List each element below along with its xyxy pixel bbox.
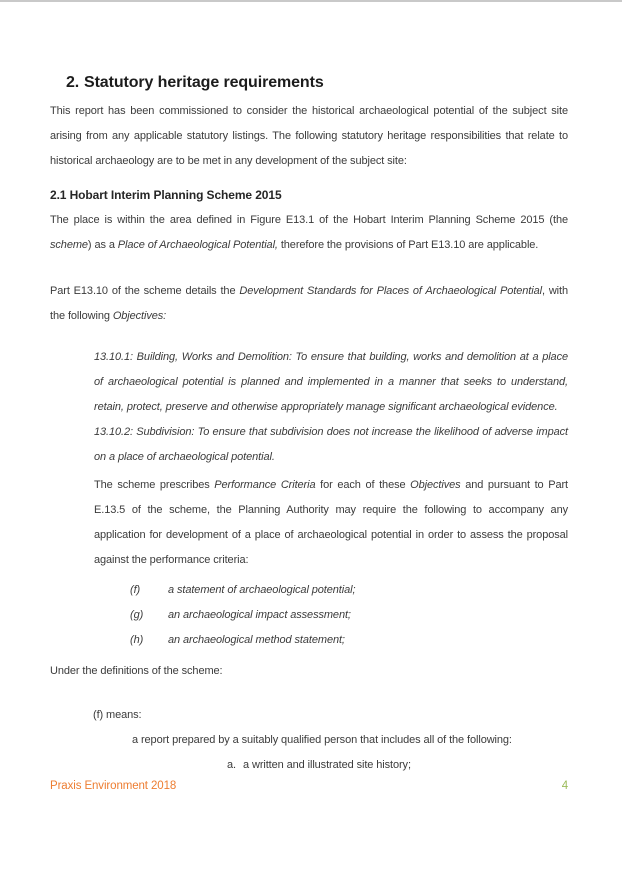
definitions-intro: Under the definitions of the scheme: (50, 665, 223, 677)
definition-f-body: a report prepared by a suitably qualified person that includes all of the following: (132, 734, 512, 746)
paragraph-scheme-definition: The place is within the area defined in Figure E13.1 of the Hobart Interim Planning Scheme 2015 (the scheme) as a Place of Archaeological Potential, therefore the provisions of Part E13.10 are applicable. (50, 214, 568, 251)
paragraph-part-e1310: Part E13.10 of the scheme details the Development Standards for Places of Archaeological Potential, with the following Objectives: (50, 285, 568, 322)
requirements-list (130, 578, 568, 653)
subitem-text: a written and illustrated site history; (243, 759, 411, 771)
requirement-item-h (130, 628, 568, 653)
requirement-item-f (130, 578, 568, 603)
paragraph-performance-criteria: The scheme prescribes Performance Criteria for each of these Objectives and pursuant to Part E.13.5 of the scheme, the Planning Authority may require the following to accompany any application for development of a place of archaeological potential in order to assess the proposal against the performance criteria: (94, 479, 568, 566)
requirement-text: an archaeological method statement; (168, 634, 345, 646)
requirement-label: (f) (130, 584, 141, 596)
requirement-label: (g) (130, 609, 144, 621)
section-heading-title: Statutory heritage requirements (84, 74, 324, 91)
objective-13-10-2: 13.10.2: Subdivision: To ensure that subdivision does not increase the likelihood of adverse impact on a place of archaeological potential. (94, 426, 568, 463)
requirement-item-g (130, 603, 568, 628)
requirement-text: a statement of archaeological potential; (168, 584, 356, 596)
objectives-quote-block (94, 345, 568, 470)
footer-page-number: 4 (561, 780, 568, 792)
intro-paragraph: This report has been commissioned to consider the historical archaeological potential of the subject site arising from any applicable statutory listings. The following statutory heritage responsibilities that relate to historical archaeology are to be met in any development of the subject site: (50, 105, 568, 167)
page-footer (50, 774, 568, 799)
requirement-text: an archaeological impact assessment; (168, 609, 351, 621)
subitem-label: a. (227, 759, 236, 771)
objective-13-10-1: 13.10.1: Building, Works and Demolition: To ensure that building, works and demolition at a place of archaeological potential is planned and implemented in a manner that seeks to understand, retain, protect, preserve and otherwise appropriately manage significant archaeological evidence. (94, 351, 568, 413)
definition-f-term: (f) means: (93, 709, 142, 721)
page-content (50, 2, 568, 778)
section-heading (66, 73, 568, 93)
subsection-heading: 2.1 Hobart Interim Planning Scheme 2015 (50, 188, 282, 202)
requirement-label: (h) (130, 634, 144, 646)
section-heading-number: 2. (66, 74, 80, 91)
footer-author-text: Praxis Environment 2018 (50, 780, 177, 792)
